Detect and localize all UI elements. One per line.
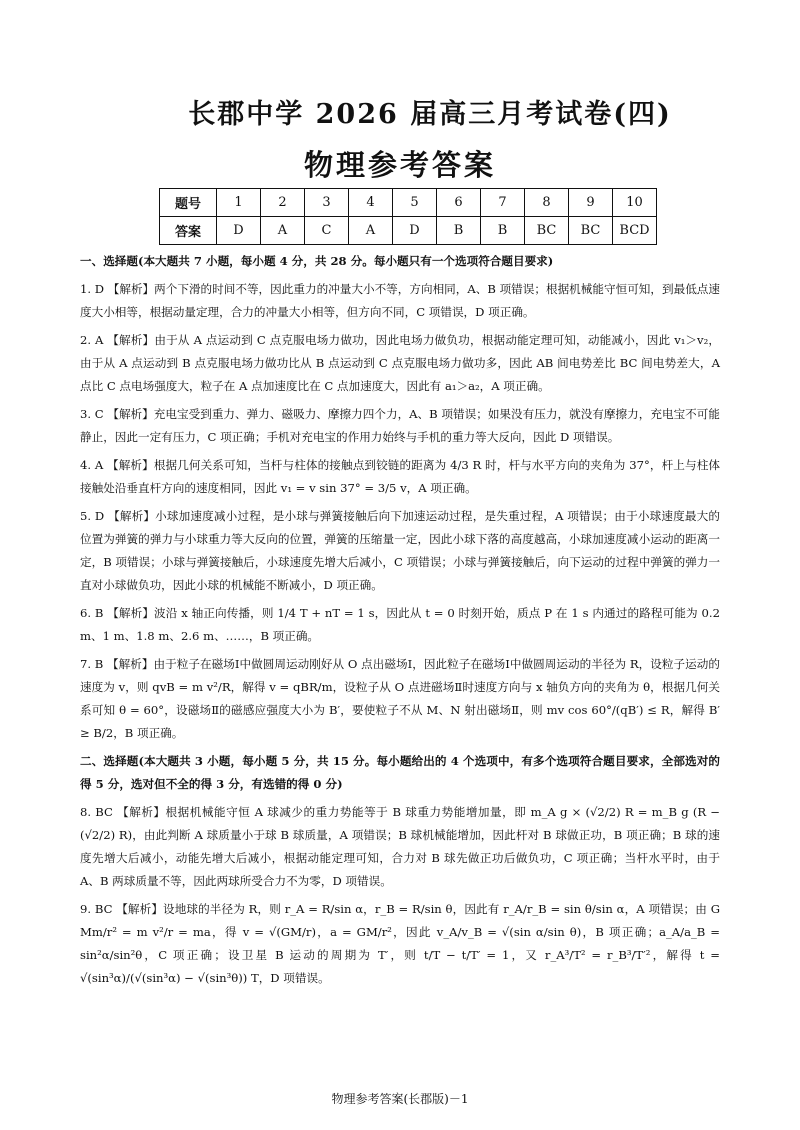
solution-q9: 9. BC 【解析】设地球的半径为 R，则 r_A = R/sin α，r_B = R/sin θ，因此有 r_A/r_B = sin θ/sin α，A 项错误；由 G Mm/r² = m v²/r = ma，得 v = √(GM/r)，a = GM/r²，因此 v_A/v_B = √(sin α/sin θ)，B 项正确；a_A/a_B = sin²α/sin²θ，C 项正确；设卫星 B 运动的周期为 T′，则 t/T − t/T′ = 1，又 r_A³/T² = r_B³/T′²，解得 t = √(sin³α)/(√(sin³α) − √(sin³θ)) T，D 项错误。 xyxy=(80,902,720,985)
exam-title: 长郡中学 2026 届高三月考试卷(四) xyxy=(188,99,672,130)
section-heading-single-choice: 一、选择题(本大题共 7 小题，每小题 4 分，共 28 分。每小题只有一个选项符合题目要求) xyxy=(80,254,554,268)
section-heading-multi-choice: 二、选择题(本大题共 3 小题，每小题 5 分，共 15 分。每小题给出的 4 个选项中，有多个选项符合题目要求，全部选对的得 5 分，选对但不全的得 3 分，有选错的得 0 分) xyxy=(80,754,720,791)
q-number: 8 xyxy=(525,189,569,217)
solutions-body xyxy=(80,250,720,995)
solution-q7: 7. B 【解析】由于粒子在磁场Ⅰ中做圆周运动刚好从 O 点出磁场Ⅰ，因此粒子在磁场Ⅰ中做圆周运动的半径为 R，设粒子运动的速度为 v，则 qvB = m v²/R，解得 v = qBR/m，设粒子从 O 点进磁场Ⅱ时速度方向与 x 轴负方向的夹角为 θ，根据几何关系可知 θ = 60°，设磁场Ⅱ的磁感应强度大小为 B′，要使粒子不从 M、N 射出磁场Ⅱ，则 mv cos 60°/(qB′) ≤ R，解得 B′ ≥ B/2，B 项正确。 xyxy=(80,657,720,740)
q-number: 5 xyxy=(393,189,437,217)
q-answer: B xyxy=(437,217,481,245)
page-subtitle: 物理参考答案 xyxy=(303,148,496,182)
solution-q3: 3. C 【解析】充电宝受到重力、弹力、磁吸力、摩擦力四个力，A、B 项错误；如果没有压力，就没有摩擦力，充电宝不可能静止，因此一定有压力，C 项正确；手机对充电宝的作用力始终与手机的重力等大反向，因此 D 项错误。 xyxy=(80,407,720,444)
q-number: 10 xyxy=(613,189,657,217)
q-answer: BC xyxy=(525,217,569,245)
row-label-answer: 答案 xyxy=(160,217,217,245)
q-answer: B xyxy=(481,217,525,245)
q-number: 4 xyxy=(349,189,393,217)
solution-q8: 8. BC 【解析】根据机械能守恒 A 球减少的重力势能等于 B 球重力势能增加量，即 m_A g × (√2/2) R = m_B g (R − (√2/2) R)，由此判断 A 球质量小于球 B 球质量，A 项错误；B 球机械能增加，因此杆对 B 球做正功，B 项正确；B 球的速度先增大后减小，动能先增大后减小，根据动能定理可知，合力对 B 球先做正功后做负功，C 项正确；当杆水平时，由于 A、B 两球质量不等，因此两球所受合力不为零，D 项错误。 xyxy=(80,805,720,888)
q-number: 9 xyxy=(569,189,613,217)
q-answer: BCD xyxy=(613,217,657,245)
q-answer: D xyxy=(217,217,261,245)
solution-q1: 1. D 【解析】两个下滑的时间不等，因此重力的冲量大小不等，方向相同，A、B 项错误；根据机械能守恒可知，到最低点速度大小相等，根据动量定理，合力的冲量大小相等，但方向不同，C 项错误，D 项正确。 xyxy=(80,282,720,319)
q-number: 3 xyxy=(305,189,349,217)
solution-q6: 6. B 【解析】波沿 x 轴正向传播，则 1/4 T + nT = 1 s，因此从 t = 0 时刻开始，质点 P 在 1 s 内通过的路程可能为 0.2 m、1 m、1.8 m、2.6 m、……，B 项正确。 xyxy=(80,606,720,643)
q-number: 7 xyxy=(481,189,525,217)
q-answer: C xyxy=(305,217,349,245)
q-answer: A xyxy=(349,217,393,245)
solution-q2: 2. A 【解析】由于从 A 点运动到 C 点克服电场力做功，因此电场力做负功，根据动能定理可知，动能减小，因此 v₁＞v₂，由于从 A 点运动到 B 点克服电场力做功比从 B 点运动到 C 点克服电场力做功多，因此 AB 间电势差比 BC 间电势差大，A 点比 C 点电场强度大，粒子在 A 点加速度比在 C 点加速度大，因此有 a₁＞a₂，A 项正确。 xyxy=(80,333,720,393)
q-answer: A xyxy=(261,217,305,245)
page-footer: 物理参考答案(长郡版)－1 xyxy=(331,1092,469,1106)
q-number: 2 xyxy=(261,189,305,217)
answer-table-number-row xyxy=(160,189,657,217)
solution-q4: 4. A 【解析】根据几何关系可知，当杆与柱体的接触点到铰链的距离为 4/3 R 时，杆与水平方向的夹角为 37°，杆上与柱体接触处沿垂直杆方向的速度相同，因此 v₁ = v sin 37° = 3/5 v，A 项正确。 xyxy=(80,458,720,495)
q-number: 1 xyxy=(217,189,261,217)
answer-table-answer-row xyxy=(160,217,657,245)
q-answer: BC xyxy=(569,217,613,245)
row-label-number: 题号 xyxy=(160,189,217,217)
answer-table xyxy=(159,188,657,245)
q-answer: D xyxy=(393,217,437,245)
solution-q5: 5. D 【解析】小球加速度减小过程，是小球与弹簧接触后向下加速运动过程，是失重过程，A 项错误；由于小球速度最大的位置为弹簧的弹力与小球重力等大反向的位置，弹簧的压缩量一定，因此小球下落的高度越高，小球加速度减小运动的距离一定，B 项错误；小球与弹簧接触后，小球速度先增大后减小，C 项错误；小球与弹簧接触后，向下运动的过程中弹簧的弹力一直对小球做负功，因此小球的机械能不断减小，D 项正确。 xyxy=(80,509,720,592)
q-number: 6 xyxy=(437,189,481,217)
